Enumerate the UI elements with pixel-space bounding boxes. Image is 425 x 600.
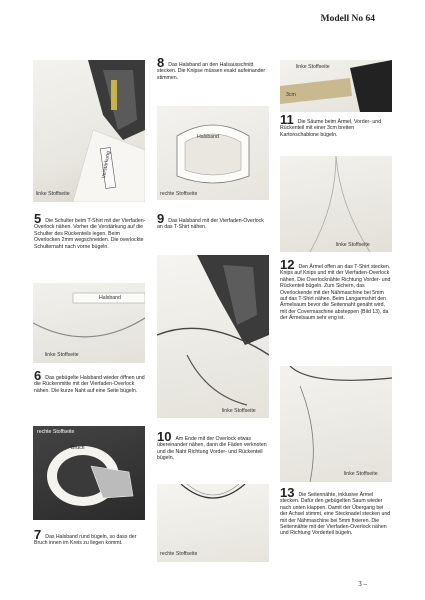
step-number: 10 (157, 429, 172, 444)
photo-overlock-neckband (157, 255, 269, 418)
photo-iron-template (280, 60, 392, 112)
step-5 (34, 211, 146, 250)
page-header: Modell No 64 (320, 14, 375, 24)
ring-iron-drawing (33, 426, 145, 520)
step-text: Das Halsband rund bügeln, so dass der Bruch innen im Kreis zu liegen kommt. (34, 534, 137, 547)
step-number: 5 (34, 211, 42, 226)
photo-label-linke-stoffseite: linke Stoffseite (36, 191, 70, 197)
step-number: 11 (280, 112, 294, 127)
step-number: 12 (280, 257, 295, 272)
photo-label-halsband: Halsband (99, 295, 121, 301)
neckline-drawing (157, 106, 269, 200)
photo-neckline-result (157, 484, 269, 562)
sleeve-sewn-drawing (280, 366, 392, 482)
overlock-machine-drawing (33, 60, 145, 202)
photo-label-linke-stoffseite: linke Stoffseite (336, 242, 370, 248)
photo-label-linke-stoffseite: linke Stoffseite (344, 471, 378, 477)
photo-sleeve-sewn (280, 366, 392, 482)
sleeve-drawing (280, 156, 392, 252)
photo-label-bruch: Bruch (71, 445, 85, 451)
step-9 (157, 211, 269, 231)
step-11 (280, 112, 392, 138)
step-text: Die Säume beim Ärmel, Vorder- und Rückenteil mit einer 3cm breiten Kartonschablone bügeln. (280, 119, 382, 138)
step-6 (34, 368, 146, 394)
photo-label-verstaerkung: Verstärkung (101, 150, 112, 180)
photo-label-halsband: Halsband (197, 134, 219, 140)
page-number: 3 – (358, 580, 367, 588)
photo-label-3cm: 3cm (286, 92, 296, 98)
step-text: Am Ende mit der Overlock etwas übereinander nähen, dann die Fäden verknoten und die Naht Richtung Vorder- und Rückenteil bügeln. (157, 436, 267, 462)
step-8 (157, 55, 269, 81)
photo-label-linke-stoffseite: linke Stoffseite (222, 408, 256, 414)
step-number: 9 (157, 211, 165, 226)
photo-halsband-strip (33, 283, 145, 363)
step-text: Den Ärmel offen an das T-Shirt stecken. Knips auf Knips und mit der Vierfaden-Overlock nähen. Die Overlocknähte Richtung Vorder- und Rückenteil bügeln. Zum Sichern, das Overlockende mit der Nähmaschine bei 5mm auf das T-Shirt nähen. Beim Langarmshirt den Ärmelsaum bevor die Seitennaht genäht wird, mit der Covermaschine absteppen (Bild 13), da der Ärmelsaum sehr eng ist. (280, 264, 391, 322)
step-number: 7 (34, 527, 42, 542)
photo-halsband-pinned (157, 106, 269, 200)
step-13 (280, 485, 392, 537)
photo-sleeve-pinned (280, 156, 392, 252)
photo-overlock-shoulder (33, 60, 145, 202)
step-10 (157, 429, 269, 462)
step-number: 6 (34, 368, 42, 383)
step-number: 13 (280, 485, 295, 500)
step-12 (280, 257, 392, 322)
photo-label-rechte-stoffseite: rechte Stoffseite (160, 191, 198, 197)
overlock-neck-drawing (157, 255, 269, 418)
step-7 (34, 527, 146, 547)
step-text: Die Schulter beim T-Shirt mit der Vierfaden-Overlock nähen. Vorher die Verstärkung auf die Schulter des Rückenteils legen. Beim Overlocken 2mm wegschneiden. Die overlockte Schulternaht nach vorne bügeln. (34, 218, 146, 250)
photo-label-linke-stoffseite: linke Stoffseite (45, 352, 79, 358)
photo-label-linke-stoffseite: linke Stoffseite (296, 64, 330, 70)
photo-label-rechte-stoffseite: rechte Stoffseite (160, 551, 198, 557)
step-text: Das Halsband mit der Vierfaden-Overlock an das T-Shirt nähen. (157, 218, 264, 231)
step-number: 8 (157, 55, 165, 70)
step-text: Die Seitennähte, inklusive Ärmel stecken. Dafür den gebügelten Saum wieder nach unten klappen. Damit der Übergang bei der Achsel stimmt, eine Stecknadel stecken und mit der Nähmaschine bei 5mm fixieren. Die Seitennähte mit der Vierfaden-Overlock nähen und Richtung Vorderteil bügeln. (280, 492, 391, 537)
step-text: Das Halsband an den Halsausschnitt stecken. Die Knipse müssen exakt aufeinander stimmen. (157, 62, 266, 81)
photo-ironing-ring (33, 426, 145, 520)
step-text: Das gebügelte Halsband wieder öffnen und die Rückenmitte mit der Vierfaden-Overlock nähen. Die kurze Naht auf eine Seite bügeln. (34, 375, 145, 394)
halsband-drawing (33, 283, 145, 363)
photo-label-rechte-stoffseite: rechte Stoffseite (37, 429, 75, 435)
